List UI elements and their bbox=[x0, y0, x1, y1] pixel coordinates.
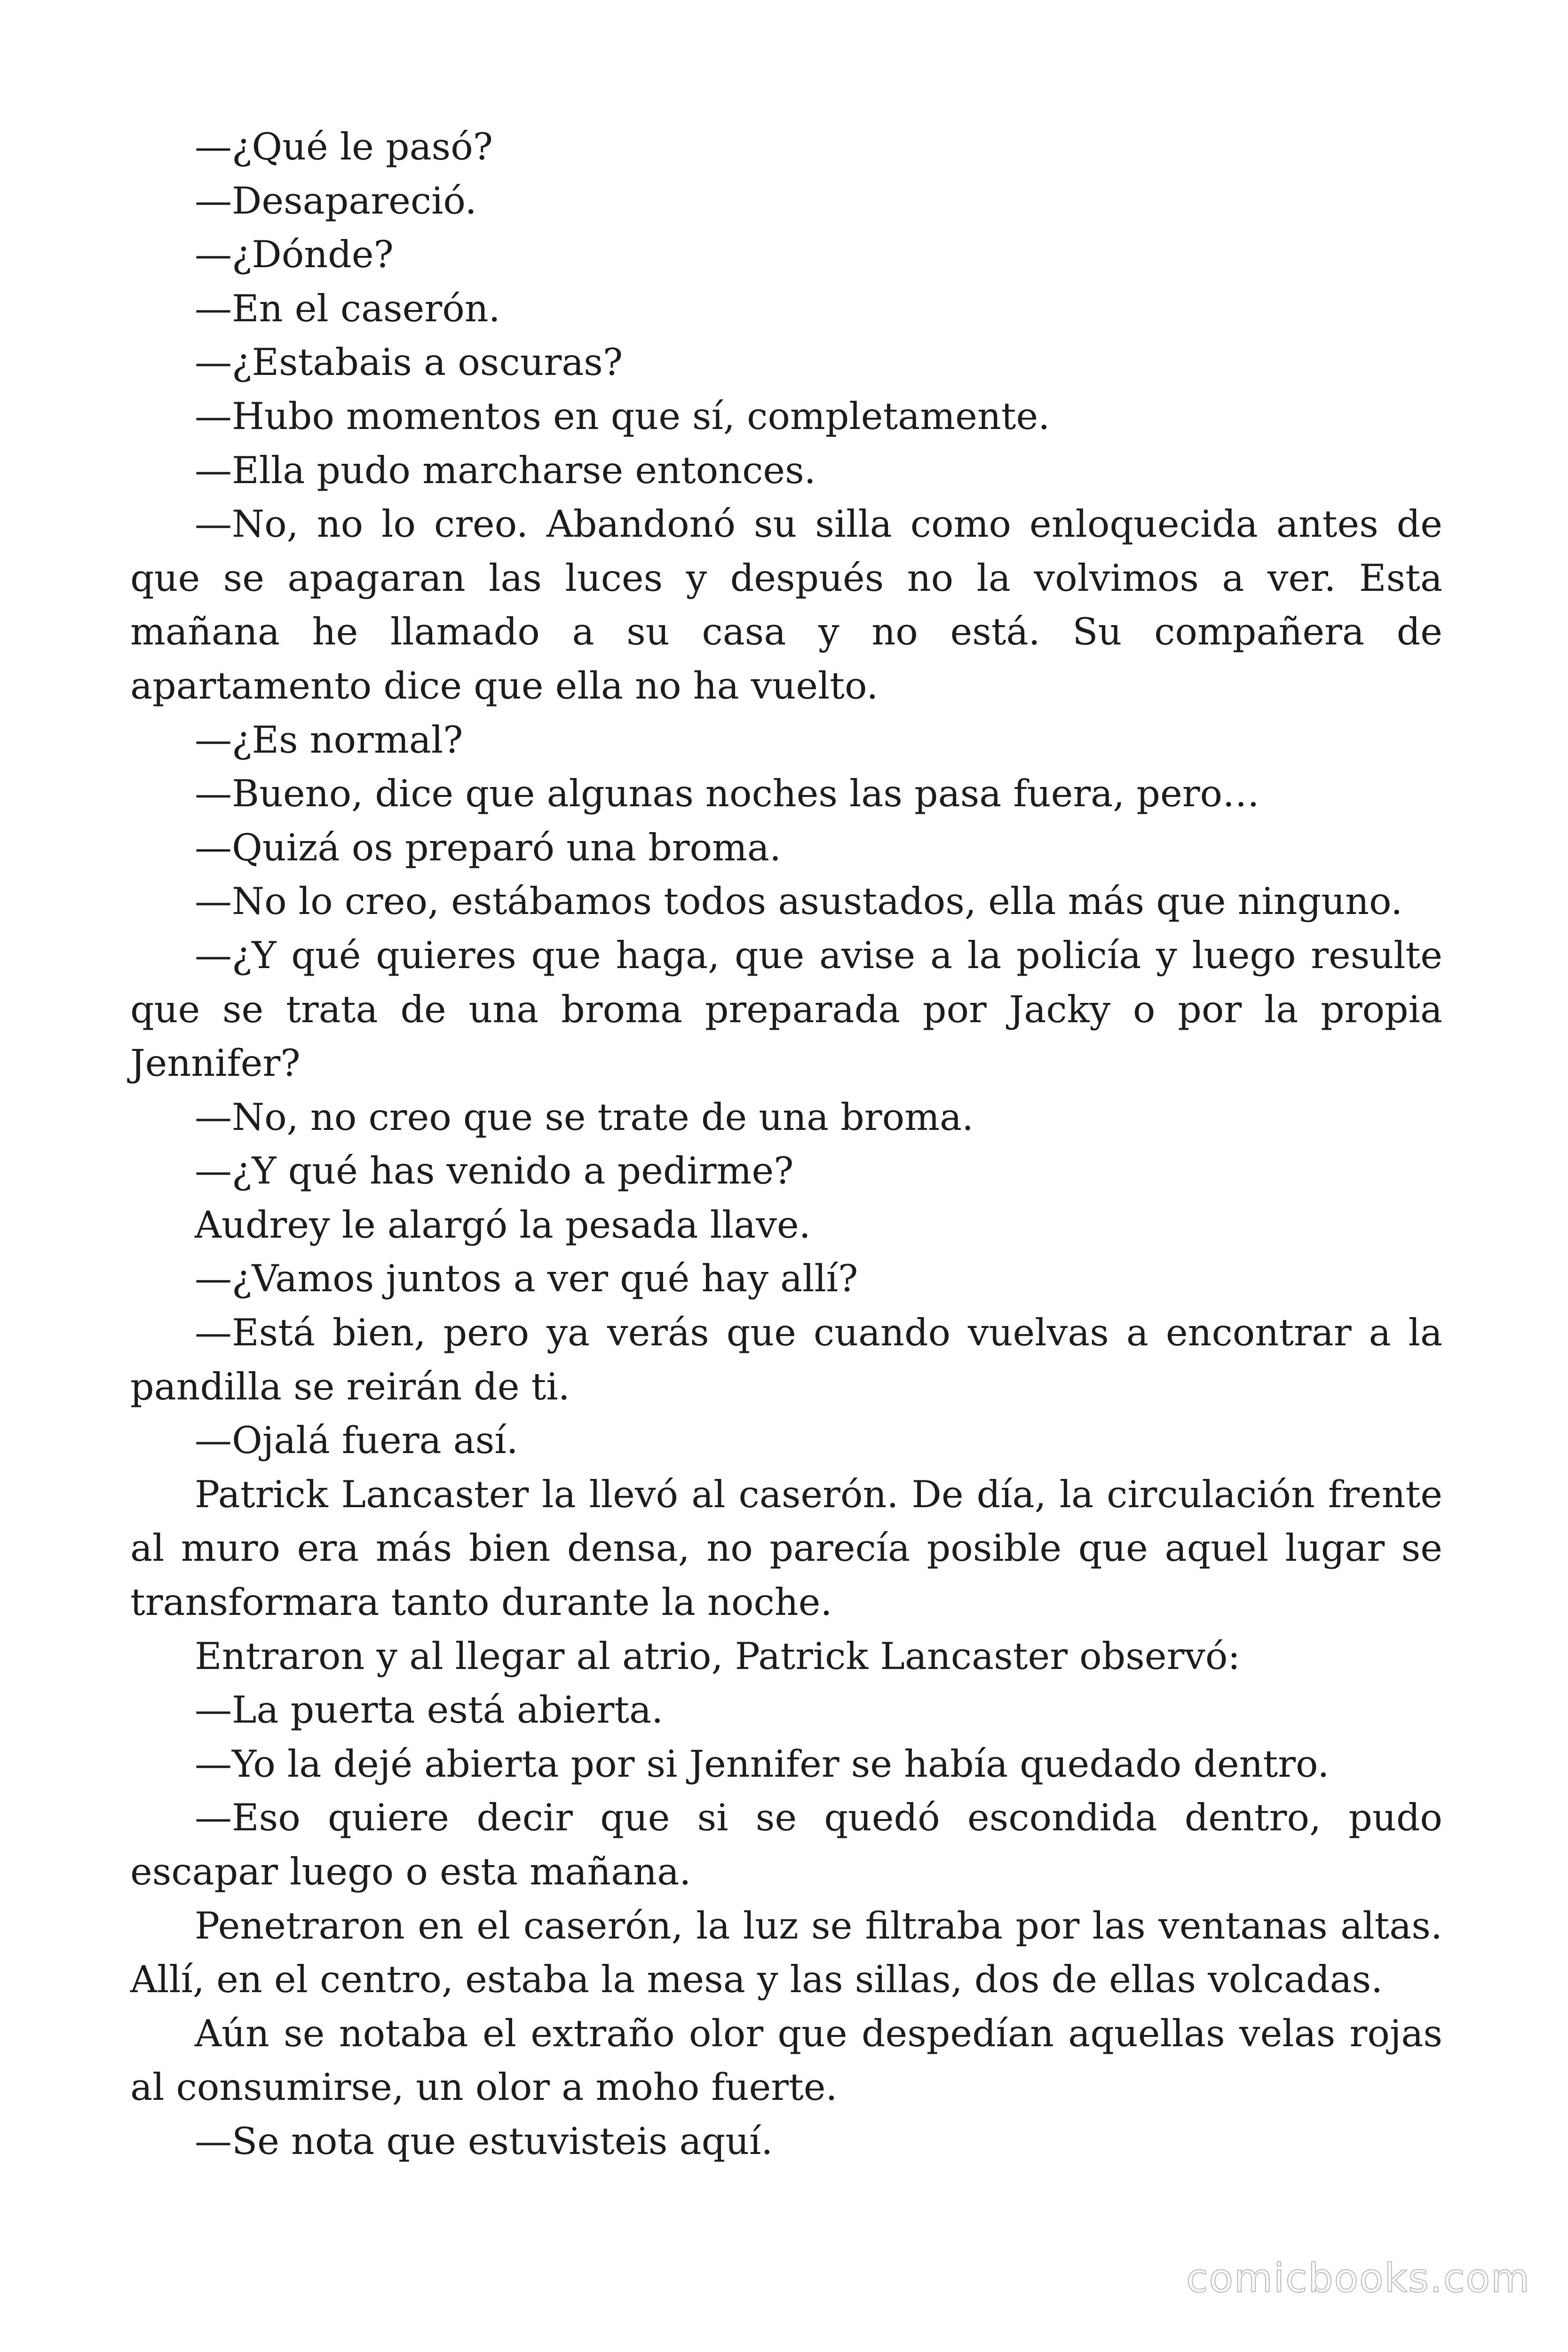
paragraph: —No lo creo, estábamos todos asustados, ella más que ninguno. bbox=[195, 880, 1403, 923]
paragraph: —Ella pudo marcharse entonces. bbox=[195, 448, 816, 492]
paragraph: Aún se notaba el extraño olor que despedían aquellas velas rojas al consumirse, un olor a moho fuerte. bbox=[130, 2011, 1442, 2109]
paragraph: —Bueno, dice que algunas noches las pasa fuera, pero… bbox=[195, 772, 1260, 816]
paragraph: —Eso quiere decir que si se quedó escondida dentro, pudo escapar luego o esta mañana. bbox=[130, 1796, 1442, 1893]
paragraph: Audrey le alargó la pesada llave. bbox=[195, 1203, 811, 1247]
paragraph: —Hubo momentos en que sí, completamente. bbox=[195, 394, 1050, 438]
paragraph: —¿Qué le pasó? bbox=[195, 125, 493, 168]
paragraph: —Está bien, pero ya verás que cuando vuelvas a encontrar a la pandilla se reirán de ti. bbox=[130, 1311, 1442, 1408]
paragraph: —No, no creo que se trate de una broma. bbox=[195, 1095, 974, 1139]
paragraph: —¿Y qué has venido a pedirme? bbox=[195, 1149, 794, 1193]
paragraph: —Yo la dejé abierta por si Jennifer se había quedado dentro. bbox=[195, 1742, 1330, 1786]
paragraph: —¿Es normal? bbox=[195, 718, 463, 762]
book-page-text bbox=[130, 120, 1442, 2169]
paragraph: —Ojalá fuera así. bbox=[195, 1419, 518, 1462]
paragraph: —La puerta está abierta. bbox=[195, 1688, 664, 1732]
paragraph: —Se nota que estuvisteis aquí. bbox=[195, 2119, 773, 2163]
paragraph: —No, no lo creo. Abandonó su silla como enloquecida antes de que se apagaran las luces y después no la volvimos a ver. Esta mañana he llamado a su casa y no está. Su compañera de apartamento dice que ella no ha vuelto. bbox=[130, 502, 1442, 707]
paragraph: Patrick Lancaster la llevó al caserón. De día, la circulación frente al muro era más bien densa, no parecía posible que aquel lugar se transformara tanto durante la noche. bbox=[130, 1472, 1442, 1624]
paragraph: Penetraron en el caserón, la luz se filtraba por las ventanas altas. Allí, en el centro, estaba la mesa y las sillas, dos de ellas volcadas. bbox=[130, 1904, 1442, 2002]
paragraph: —¿Y qué quieres que haga, que avise a la policía y luego resulte que se trata de una broma preparada por Jacky o por la propia Jennifer? bbox=[130, 933, 1442, 1085]
paragraph: —¿Vamos juntos a ver qué hay allí? bbox=[195, 1257, 858, 1301]
paragraph: —¿Estabais a oscuras? bbox=[195, 341, 623, 384]
paragraph: —¿Dónde? bbox=[195, 233, 394, 277]
paragraph: —Quizá os preparó una broma. bbox=[195, 826, 782, 869]
paragraph: —En el caserón. bbox=[195, 286, 500, 330]
watermark: comicbooks.com bbox=[1186, 2255, 1530, 2301]
paragraph: Entraron y al llegar al atrio, Patrick Lancaster observó: bbox=[195, 1634, 1241, 1678]
paragraph: —Desapareció. bbox=[195, 179, 477, 222]
